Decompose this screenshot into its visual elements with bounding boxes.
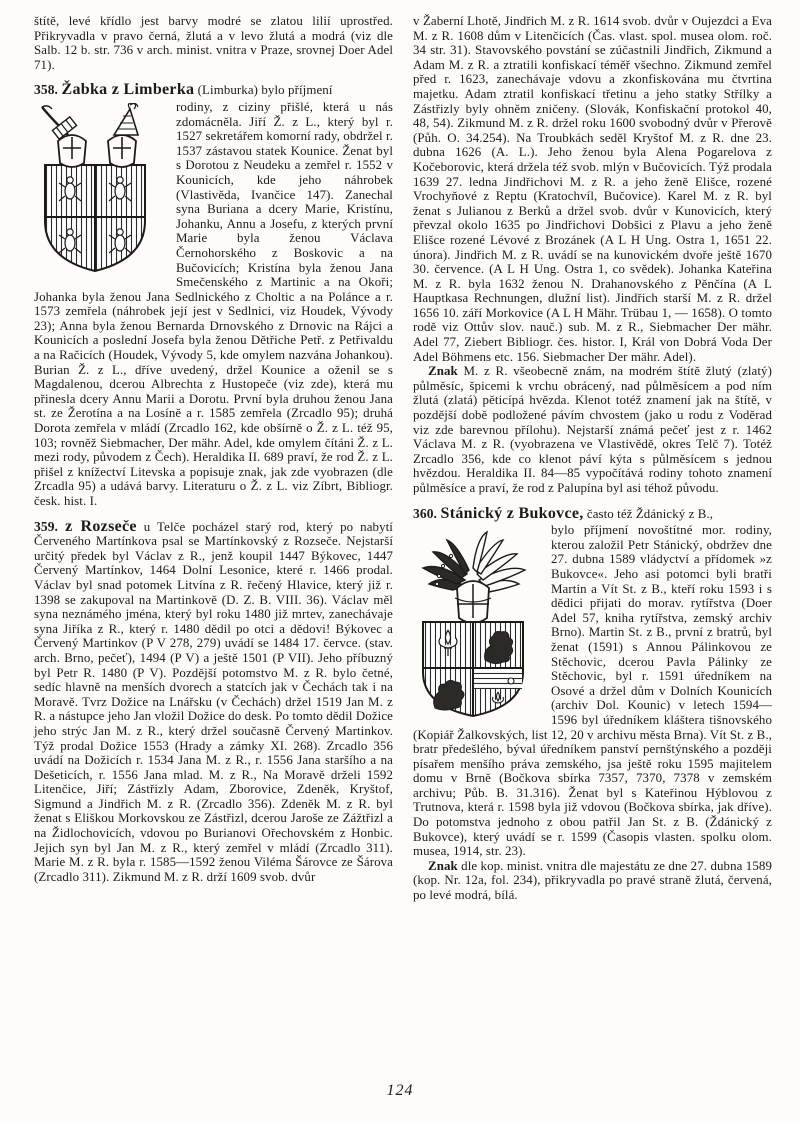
section-359-text: u Telče pocházel starý rod, který po nabytí Červeného Martínkova psal se Martínkovský z Rozseče. Nejstarší určitý předek byl Václav z R., jenž koupil 1447 Býkovec, 1447 Červený Martínkov, 1464 Dolní Lesonice, které r. 1466 prodal. Václav byl snad potomek Litvína z R. řečený Hlavice, který již r. 1398 se zakupoval na Martinkově (D. Z. B. VIII. 36). Václav měl syna neznámého jména, který byl roku 1480 již mrtev, zanechávaje syna Jiříka z R., který r. 1480 dědil po otci a dědovi! Býkovec a Červený Martinkov (P V 278, 279) uvádí se 1484 17. červce. (stav. arch. Brno, pečeť), 1494 (P V) a ještě 1501 (P VII). Jeho příbuzný byl Petr R. 1480 (P V). Pozdější potomstvo M. z R. bylo četné, sedíc hlavně na menších dvorech a statcích jak v Čechách tak i na Moravě. Tvrz Dožice na Lnářsku (v Čechách) držel 1519 Jan M. z R. a nástupce jeho Jan vložil Dožice do desk. Po tomto dědil Dožice jeho strýc Jan M. z R., který držel současně Červený Martinkov. Týž prodal Dožice 1553 (Hrady a zámky XI. 268). Zrcadlo 356 uvádí na Dožicích r. 1534 Jana M. z R., r. 1556 Jana staršího a na Dešeticích, r. 1556 Jana mlad. M. z R., Na Moravě drželi 1592 Litenčice, Jiří; Zástřizly Adam, Zborovice, Zdeněk, Kryštof, Sigmund a Jindřich M. z R. (Zrcadlo 356). Zdeněk M. z R. byl ženat s Eliškou Morkovskou ze Zástřizl, dcerou Jaroše ze Zážtřizl a na Židlochovicích, vdovou po Burianovi Ořechovském z Honbic. Jejich syn byl Jan M. z R., který zemřel v mládí (Zrcadlo 311). Marie M. z R. byla r. 1585—1592 ženou Viléma Šárovce ze Šárova (Zrcadlo 311). Zikmund M. z R. drží 1609 svob. dvůr [34,519,393,884]
section-358-heading-rest: (Limburka) bylo příjmení [194,83,333,98]
znak-359-lead: Znak [428,364,458,379]
section-358-number: 358. [34,82,62,98]
section-358-title: Žabka z Limberka [61,81,195,99]
section-358-heading [34,83,393,98]
left-column [34,14,393,903]
section-360-heading [413,504,772,522]
section-360-title: Stánický z Bukovce, [440,504,584,522]
section-359-title: z Rozseče [65,517,137,535]
section-358-text: rodiny, z ciziny přišlé, která u nás zdomácněla. Jiří Ž. z L., který byl r. 1527 sekretářem komorní rady, obdržel r. 1537 zástavou statek Kounice. Ženat byl s Dorotou z Neudeku a zemřel r. 1552 v Kounicích, kde jeho náhrobek (Vlastivěda, Ivančice 147). Zanechal syna Buriana a dcery Marie, Kristínu, Johanku, Annu a Josefu, z kterých první Marie byla ženou Václava Černohorského z Boskovic a na Bučovicích; Kristína byla ženou Jana Smečenského z Martinic a na Okoři; Johanka byla ženou Jana Sedlnického z Choltic a na Polánce a r. 1573 zemřela (náhrobek její jest v Sedlnici, viz Houdek, Vývody 23); Anna byla ženou Bernarda Drnovského z Drnovic na Rájci a Kounicích a poslední Josefa byla ženou Dětřiche Petř. z Petřivaldu a na Račicích (Houdek, Vývody 5, kde omylem nazvána Johankou). Burian Ž. z L., dříve uvedený, držel Kounice a oženil se s Magdalenou, dcerou Albrechta z Hustopeče (viz zde), která mu přinesla dcery Annu Marii a Dorotu. První byla druhou ženou Jana st. ze Žerotína a na Losíně a r. 1585 zemřela (Zrcadlo 95); druhá Dorota zemřela v mládí (Zrcadlo 162, kde obšírně o Ž. z L. též 95, 103; rovněž Siebmacher, Der mähr. Adel, kde omylem čítáni Ž. z L. mezi rody, původem z Čech). Heraldika II. 689 praví, že rod Ž. z L. přišel z knížectví Litevska a popisuje znak, jak zde vyobrazen (dle Zrcadla 95) a udává barvy. Literaturu o Ž. z L. viz Zíbrt, Bibliogr. česk. hist. I. [34,99,393,508]
znak-360-paragraph [413,859,772,903]
intro-continuation-paragraph: štítě, levé křídlo jest barvy modré se zlatou lilií uprostřed. Přikryvadla v pravo černá, žlutá a v levo žlutá a modrá (viz dle Salb. 12 b. str. 736 v arch. minist. vnitra v Praze, srovnej Doer Adel 71). [34,14,393,72]
section-360-heading-rest: často též Ždánický z B., [583,506,714,521]
section-360-number: 360. [413,505,441,521]
section-359-paragraph [34,517,393,885]
coat-of-arms-stanicky-illustration [413,526,541,718]
znak-360-text: dle kop. minist. vnitra dle majestátu ze dne 27. dubna 1589 (kop. Nr. 12a, fol. 234), přikryvadla po pravé straně žlutá, červená, po levé modrá, bílá. [413,858,772,903]
right-column [413,14,772,903]
page-number: 124 [386,1082,414,1099]
section-359-number: 359. [34,518,66,534]
section-360-text: bylo příjmení novoštítné mor. rodiny, kterou založil Petr Stánický, obdržev dne 27. dubna 1589 vládyctví a přídomek »z Bukovce«. Jeho asi potomci byli bratři Martin a Vít St. z B., kteří roku 1593 i s dědici přijati do morav. rytířstva (Doer Adel 57, kniha rytířstva, zemský archiv Brno). Martin St. z B., první z bratrů, byl ženat (1591) s Annou Pálinkovou ze Stěchovic, dcerou Pavla Pálinky ze Stěchovic, byl r. 1591 úředníkem na Osové a držel dům v Dolních Kounicích (archiv Dol. Kounic) v letech 1594—1596 byl úředníkem kláštera tišnovského (Kopiář Žalkovských, list 12, 20 v archivu města Brna). Vít St. z B., bratr předešlého, býval úředníkem panství pernštýnského a později písařem menšího práva zemského, jsa ještě roku 1595 majitelem domu v Brně (Bočkova sbírka 7357, 7370, 7378 v zemském archivu; Půb. B. 31.316). Ženat byl s Kateřinou Hýblovou z Trutnova, která r. 1598 byla již vdovou (Bočkova sbírka, jak dříve). Do potomstva jednoho z obou patřil Jan St. z B. (Ždánický z Bukovce), který uvádí se r. 1599 (Časopis vlasten. spolku olom. musea, 1914, str. 23). [413,523,772,859]
continuation-paragraph: v Žaberní Lhotě, Jindřich M. z R. 1614 svob. dvůr v Oujezdci a Eva M. z R. 1608 dům v Litenčicích (Čas. vlast. spol. musea olom. roč. 34 str. 31). Stavovského povstání se zúčastnili Jindřich, Zikmund a Adam M. z R. a ztratili konfiskací téměř všechno. Zikmund zemřel před r. 1623, zanechávaje vdovu a zkonfiskována mu čtvrtina majetku. Adam ztratil konfiskací třetinu a jeho statky Střílky a Zástřizly byly ohněm zničeny. (Slovák, Konfiskační protokol 40, 48, 54). Zikmund M. z R. držel roku 1600 svobodný dvůr v Přerově (Půh. O. 34.254). Na Troubkách seděl Kryštof M. z R. dne 23. dubna 1626 (A. L.). Jeho ženou byla Alena Pogarelova z Kočeborovic, která držela též svob. mlýn v Bučovicích. Týž prodala 1639 27. ledna Jindřichovi M. z R. a jeho ženě Elišce, rozené Vrochyňové z Reptu (Kratochvíl, Bučovice). Karel M. z R. byl ženat s Julianou z Berků a držel svob. dvůr v Kunovicích, který převzal okolo 1635 po Jindřichovi Dobšici z Plavu a jeho ženě Elišce rozené Lévové z Brozánek (A L H Ung. Ostra 1, 1651 22. února). Jindřich M. z R. uvádí se na kunovickém dvoře ještě 1670 30. července. (A L H Ung. Ostra 1, co svědek). Johanka Kateřina M. z R. byla 1632 ženou N. Drahanovského z Pěnčína (A L Hauptkasa Rechnungen, dlužní list). Jindřich starší M. z R. držel 1656 10. září Morkovice (A L H Mähr. Trübau 1, — 1658). O tomto rodě viz Ottův slov. nauč.) sub. M. z R., Siebmacher Der mähr. Adel 77, Ziebert Bibliogr. čes. histor. I, Král von Dobrá Voda Der Adel Böhmens etc. 156. Siebmacher Der mähr. Adel). [413,14,772,364]
section-360-body [413,523,772,859]
znak-359-paragraph [413,364,772,495]
znak-359-text: M. z R. všeobecně znám, na modrém štítě žlutý (zlatý) půlměsíc, špicemi k vrchu obrácený, nad půlměsícem a pod ním žlutá (zlatá) pěticípá hvězda. Klenot totéž znamení jak na štítě, v pozdější době podložené pávím chvostem (jako u rodu z Voděrad viz zde barevnou přílohu). Nejstarší známá pečeť jest z r. 1462 Václava M. z R. (vyobrazena ve Vlastivědě, okres Telč 7). Totéž Zrcadlo 356, kde co klenot páví kýta s půlměsícem s jednou hvězdou. Heraldika II. 84—85 vypočítává rodiny tohoto znamení půlměsíce a praví, že rod z Palupína byl asi téhož původu. [413,364,772,495]
section-358-body [34,100,393,509]
coat-of-arms-zabka-illustration [34,103,166,275]
znak-360-lead: Znak [428,858,458,873]
